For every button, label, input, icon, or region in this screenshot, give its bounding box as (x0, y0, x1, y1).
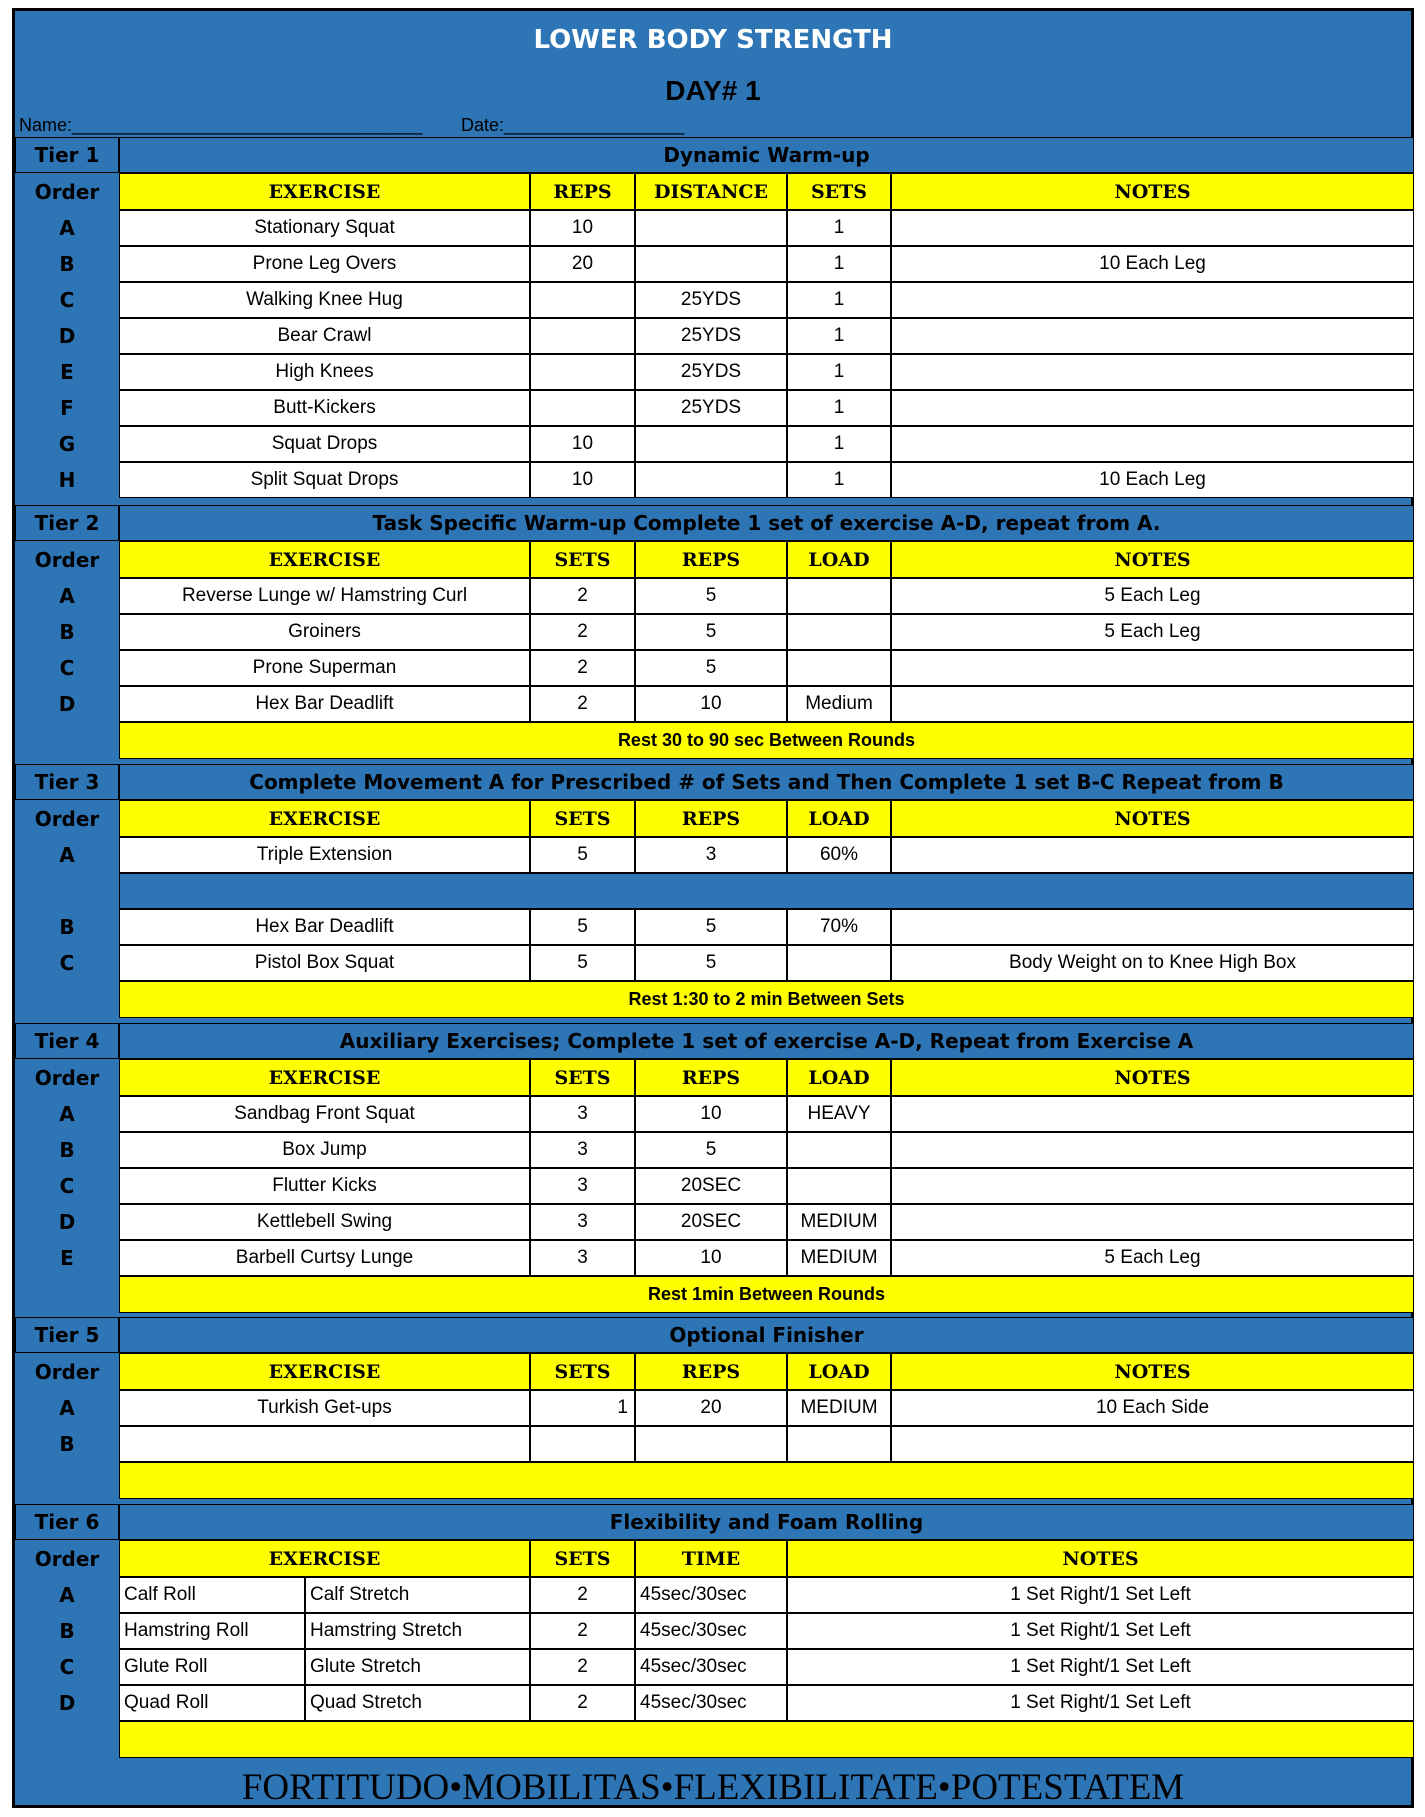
table-cell[interactable]: 2 (530, 1649, 635, 1685)
tier-title: Flexibility and Foam Rolling (119, 1504, 1414, 1540)
table-cell[interactable] (787, 945, 891, 981)
rest-note (119, 1721, 1414, 1758)
table-cell[interactable]: 1 (787, 426, 891, 462)
table-cell[interactable] (530, 354, 635, 390)
table-cell[interactable] (530, 390, 635, 426)
column-header: REPS (530, 173, 635, 210)
table-cell[interactable] (635, 426, 787, 462)
table-cell[interactable]: High Knees (119, 354, 530, 390)
tier-title: Auxiliary Exercises; Complete 1 set of exercise A-D, Repeat from Exercise A (119, 1023, 1414, 1059)
table-cell[interactable]: 10 (530, 462, 635, 498)
tier-label: Tier 1 (15, 137, 119, 173)
table-cell[interactable]: 10 Each Side (891, 1390, 1414, 1426)
table-cell[interactable] (119, 1426, 530, 1462)
table-cell[interactable]: 25YDS (635, 390, 787, 426)
date-field[interactable]: Date:__________________ (461, 115, 685, 135)
table-cell[interactable]: 1 (787, 462, 891, 498)
column-header: REPS (635, 1059, 787, 1096)
column-header: DISTANCE (635, 173, 787, 210)
table-cell[interactable]: 3 (530, 1204, 635, 1240)
table-cell[interactable]: Sandbag Front Squat (119, 1096, 530, 1132)
table-cell[interactable]: 25YDS (635, 282, 787, 318)
table-cell[interactable]: Split Squat Drops (119, 462, 530, 498)
tier-title: Complete Movement A for Prescribed # of Sets and Then Complete 1 set B-C Repeat from B (119, 764, 1414, 800)
table-cell[interactable]: Quad Roll (119, 1685, 305, 1721)
table-cell[interactable]: MEDIUM (787, 1240, 891, 1276)
table-cell[interactable]: 3 (530, 1096, 635, 1132)
table-cell[interactable] (787, 614, 891, 650)
column-header: EXERCISE (119, 1540, 530, 1577)
table-cell[interactable]: MEDIUM (787, 1204, 891, 1240)
column-header: REPS (635, 800, 787, 837)
table-cell[interactable] (635, 210, 787, 246)
table-cell[interactable]: 1 Set Right/1 Set Left (787, 1613, 1414, 1649)
table-cell[interactable]: 2 (530, 686, 635, 722)
table-cell[interactable] (891, 426, 1414, 462)
tier-label: Tier 5 (15, 1317, 119, 1353)
table-cell[interactable] (891, 686, 1414, 722)
row-order-letter: A (59, 216, 75, 240)
table-cell[interactable] (787, 650, 891, 686)
row-order-letter: A (59, 1102, 75, 1126)
table-cell[interactable]: HEAVY (787, 1096, 891, 1132)
table-cell[interactable]: 2 (530, 1685, 635, 1721)
table-cell[interactable]: 20SEC (635, 1168, 787, 1204)
column-header: NOTES (891, 173, 1414, 210)
day-label: DAY# 1 (665, 75, 761, 106)
row-order-letter: A (59, 843, 75, 867)
table-cell[interactable] (891, 354, 1414, 390)
tier-label: Tier 6 (15, 1504, 119, 1540)
table-cell[interactable]: 45sec/30sec (635, 1613, 787, 1649)
table-cell[interactable] (891, 650, 1414, 686)
table-cell[interactable]: 10 (635, 1096, 787, 1132)
table-cell[interactable]: 5 (530, 945, 635, 981)
tier-label: Tier 4 (15, 1023, 119, 1059)
table-cell[interactable] (891, 909, 1414, 945)
table-cell[interactable]: Hex Bar Deadlift (119, 686, 530, 722)
table-cell[interactable]: 5 (635, 909, 787, 945)
table-cell[interactable]: 70% (787, 909, 891, 945)
table-cell[interactable]: Reverse Lunge w/ Hamstring Curl (119, 578, 530, 614)
table-cell[interactable]: 5 (635, 650, 787, 686)
column-header: EXERCISE (119, 173, 530, 210)
column-header: EXERCISE (119, 541, 530, 578)
row-order-letter: C (59, 288, 75, 312)
table-cell[interactable]: 1 (787, 246, 891, 282)
table-cell[interactable] (787, 1168, 891, 1204)
row-order-letter: C (59, 951, 75, 975)
column-header: REPS (635, 541, 787, 578)
column-header: NOTES (891, 800, 1414, 837)
row-order-letter: D (58, 1691, 76, 1715)
tier-title: Dynamic Warm-up (119, 137, 1414, 173)
table-cell[interactable]: 3 (530, 1168, 635, 1204)
rest-note: Rest 30 to 90 sec Between Rounds (119, 722, 1414, 759)
table-cell[interactable]: Barbell Curtsy Lunge (119, 1240, 530, 1276)
table-cell[interactable]: Hamstring Stretch (305, 1613, 530, 1649)
table-cell[interactable]: Kettlebell Swing (119, 1204, 530, 1240)
column-header: REPS (635, 1353, 787, 1390)
table-cell[interactable]: 60% (787, 837, 891, 873)
table-cell[interactable]: 3 (530, 1132, 635, 1168)
table-cell[interactable] (787, 578, 891, 614)
table-cell[interactable]: 5 (635, 614, 787, 650)
table-cell[interactable]: Walking Knee Hug (119, 282, 530, 318)
row-order-letter: B (59, 1432, 75, 1456)
order-label: Order (34, 547, 100, 572)
table-cell[interactable]: Body Weight on to Knee High Box (891, 945, 1414, 981)
table-cell[interactable]: 10 (635, 686, 787, 722)
table-cell[interactable]: Box Jump (119, 1132, 530, 1168)
column-header: SETS (530, 1540, 635, 1577)
table-cell[interactable]: 45sec/30sec (635, 1685, 787, 1721)
rest-note (119, 1462, 1414, 1499)
table-cell[interactable]: 20 (635, 1390, 787, 1426)
tier-label: Tier 2 (15, 505, 119, 541)
table-cell[interactable]: Flutter Kicks (119, 1168, 530, 1204)
column-header: LOAD (787, 1059, 891, 1096)
table-cell[interactable]: 10 Each Leg (891, 246, 1414, 282)
row-order-letter: F (60, 396, 74, 420)
table-cell[interactable]: 2 (530, 614, 635, 650)
column-header: EXERCISE (119, 1059, 530, 1096)
table-cell[interactable]: 1 (787, 210, 891, 246)
table-cell[interactable]: Prone Leg Overs (119, 246, 530, 282)
column-header: TIME (635, 1540, 787, 1577)
table-cell[interactable]: Bear Crawl (119, 318, 530, 354)
table-cell[interactable]: 10 Each Leg (891, 462, 1414, 498)
rest-note: Rest 1min Between Rounds (119, 1276, 1414, 1313)
table-cell[interactable]: 25YDS (635, 318, 787, 354)
table-cell[interactable] (891, 837, 1414, 873)
table-cell[interactable]: 2 (530, 650, 635, 686)
table-cell[interactable]: 5 (635, 578, 787, 614)
table-cell[interactable]: Quad Stretch (305, 1685, 530, 1721)
column-header: SETS (530, 800, 635, 837)
column-header: EXERCISE (119, 1353, 530, 1390)
table-cell[interactable]: 10 (530, 426, 635, 462)
table-cell[interactable]: Calf Stretch (305, 1577, 530, 1613)
table-cell[interactable]: 1 (530, 1390, 635, 1426)
column-header: SETS (530, 1059, 635, 1096)
column-header: NOTES (891, 1059, 1414, 1096)
tier-label: Tier 3 (15, 764, 119, 800)
column-header: SETS (787, 173, 891, 210)
table-cell[interactable]: 45sec/30sec (635, 1577, 787, 1613)
table-cell[interactable]: 1 Set Right/1 Set Left (787, 1685, 1414, 1721)
table-cell[interactable]: Groiners (119, 614, 530, 650)
table-cell[interactable]: Stationary Squat (119, 210, 530, 246)
table-cell[interactable]: 45sec/30sec (635, 1649, 787, 1685)
order-label: Order (34, 1065, 100, 1090)
row-order-letter: A (59, 584, 75, 608)
row-order-letter: B (59, 1138, 75, 1162)
order-label: Order (34, 179, 100, 204)
table-cell[interactable]: 5 (635, 945, 787, 981)
row-order-letter: H (58, 468, 76, 492)
table-cell[interactable]: MEDIUM (787, 1390, 891, 1426)
column-header: NOTES (891, 541, 1414, 578)
table-cell[interactable]: 20SEC (635, 1204, 787, 1240)
table-cell[interactable]: 5 Each Leg (891, 1240, 1414, 1276)
table-cell[interactable]: 20 (530, 246, 635, 282)
table-cell[interactable]: Butt-Kickers (119, 390, 530, 426)
table-cell[interactable] (787, 1132, 891, 1168)
row-order-letter: D (58, 324, 76, 348)
column-header: SETS (530, 1353, 635, 1390)
row-order-letter: A (59, 1396, 75, 1420)
table-cell[interactable]: 10 (635, 1240, 787, 1276)
row-order-letter: D (58, 692, 76, 716)
table-cell[interactable] (530, 1426, 635, 1462)
row-order-letter: A (59, 1583, 75, 1607)
row-order-letter: C (59, 1174, 75, 1198)
table-cell[interactable]: 3 (530, 1240, 635, 1276)
column-header: SETS (530, 541, 635, 578)
rest-note: Rest 1:30 to 2 min Between Sets (119, 981, 1414, 1018)
tier-title: Task Specific Warm-up Complete 1 set of exercise A-D, repeat from A. (119, 505, 1414, 541)
table-cell[interactable] (891, 1168, 1414, 1204)
table-cell[interactable] (891, 210, 1414, 246)
tier-title: Optional Finisher (119, 1317, 1414, 1353)
table-cell[interactable]: 5 Each Leg (891, 578, 1414, 614)
table-cell[interactable]: 3 (635, 837, 787, 873)
row-order-letter: D (58, 1210, 76, 1234)
table-cell[interactable]: 10 (530, 210, 635, 246)
name-field[interactable]: Name:___________________________________ (19, 115, 423, 135)
column-header: EXERCISE (119, 800, 530, 837)
table-cell[interactable] (635, 246, 787, 282)
table-cell[interactable]: Glute Stretch (305, 1649, 530, 1685)
row-order-letter: C (59, 1655, 75, 1679)
table-cell[interactable]: 2 (530, 1577, 635, 1613)
row-order-letter: E (60, 360, 74, 384)
table-cell[interactable]: 5 (635, 1132, 787, 1168)
table-cell[interactable] (891, 390, 1414, 426)
table-cell[interactable] (891, 318, 1414, 354)
row-order-letter: B (59, 620, 75, 644)
table-cell[interactable]: Turkish Get-ups (119, 1390, 530, 1426)
table-cell[interactable]: Triple Extension (119, 837, 530, 873)
footer-motto: FORTITUDO•MOBILITAS•FLEXIBILITATE•POTESTATEM (241, 1767, 1185, 1808)
table-cell[interactable]: 1 (787, 354, 891, 390)
column-header: NOTES (787, 1540, 1414, 1577)
table-cell[interactable]: 5 (530, 909, 635, 945)
row-order-letter: B (59, 1619, 75, 1643)
table-cell[interactable]: 1 (787, 282, 891, 318)
table-cell[interactable] (891, 1204, 1414, 1240)
table-cell[interactable]: 25YDS (635, 354, 787, 390)
sheet-title: LOWER BODY STRENGTH (533, 25, 893, 55)
table-cell[interactable]: 5 Each Leg (891, 614, 1414, 650)
table-cell[interactable]: Medium (787, 686, 891, 722)
row-order-letter: B (59, 915, 75, 939)
row-order-letter: G (58, 432, 76, 456)
table-cell[interactable]: Squat Drops (119, 426, 530, 462)
table-cell[interactable]: 1 (787, 390, 891, 426)
table-cell[interactable]: Hamstring Roll (119, 1613, 305, 1649)
table-cell[interactable]: Calf Roll (119, 1577, 305, 1613)
column-header: LOAD (787, 1353, 891, 1390)
table-cell[interactable] (787, 1426, 891, 1462)
table-cell[interactable]: 1 Set Right/1 Set Left (787, 1577, 1414, 1613)
table-cell[interactable] (530, 318, 635, 354)
table-cell[interactable]: 5 (530, 837, 635, 873)
table-cell[interactable]: 2 (530, 1613, 635, 1649)
column-header: LOAD (787, 541, 891, 578)
column-header: LOAD (787, 800, 891, 837)
table-cell[interactable] (891, 1132, 1414, 1168)
table-cell[interactable] (635, 462, 787, 498)
table-cell[interactable] (530, 282, 635, 318)
spacer-row (119, 873, 1414, 909)
table-cell[interactable]: Hex Bar Deadlift (119, 909, 530, 945)
order-label: Order (34, 1359, 100, 1384)
table-cell[interactable] (891, 1096, 1414, 1132)
table-cell[interactable] (891, 282, 1414, 318)
table-cell[interactable]: Pistol Box Squat (119, 945, 530, 981)
row-order-letter: C (59, 656, 75, 680)
table-cell[interactable]: Glute Roll (119, 1649, 305, 1685)
column-header: NOTES (891, 1353, 1414, 1390)
table-cell[interactable]: 1 (787, 318, 891, 354)
row-order-letter: B (59, 252, 75, 276)
table-cell[interactable]: Prone Superman (119, 650, 530, 686)
table-cell[interactable] (635, 1426, 787, 1462)
row-order-letter: E (60, 1246, 74, 1270)
table-cell[interactable]: 2 (530, 578, 635, 614)
workout-sheet (12, 8, 1414, 1808)
order-label: Order (34, 806, 100, 831)
table-cell[interactable]: 1 Set Right/1 Set Left (787, 1649, 1414, 1685)
order-label: Order (34, 1546, 100, 1571)
table-cell[interactable] (891, 1426, 1414, 1462)
